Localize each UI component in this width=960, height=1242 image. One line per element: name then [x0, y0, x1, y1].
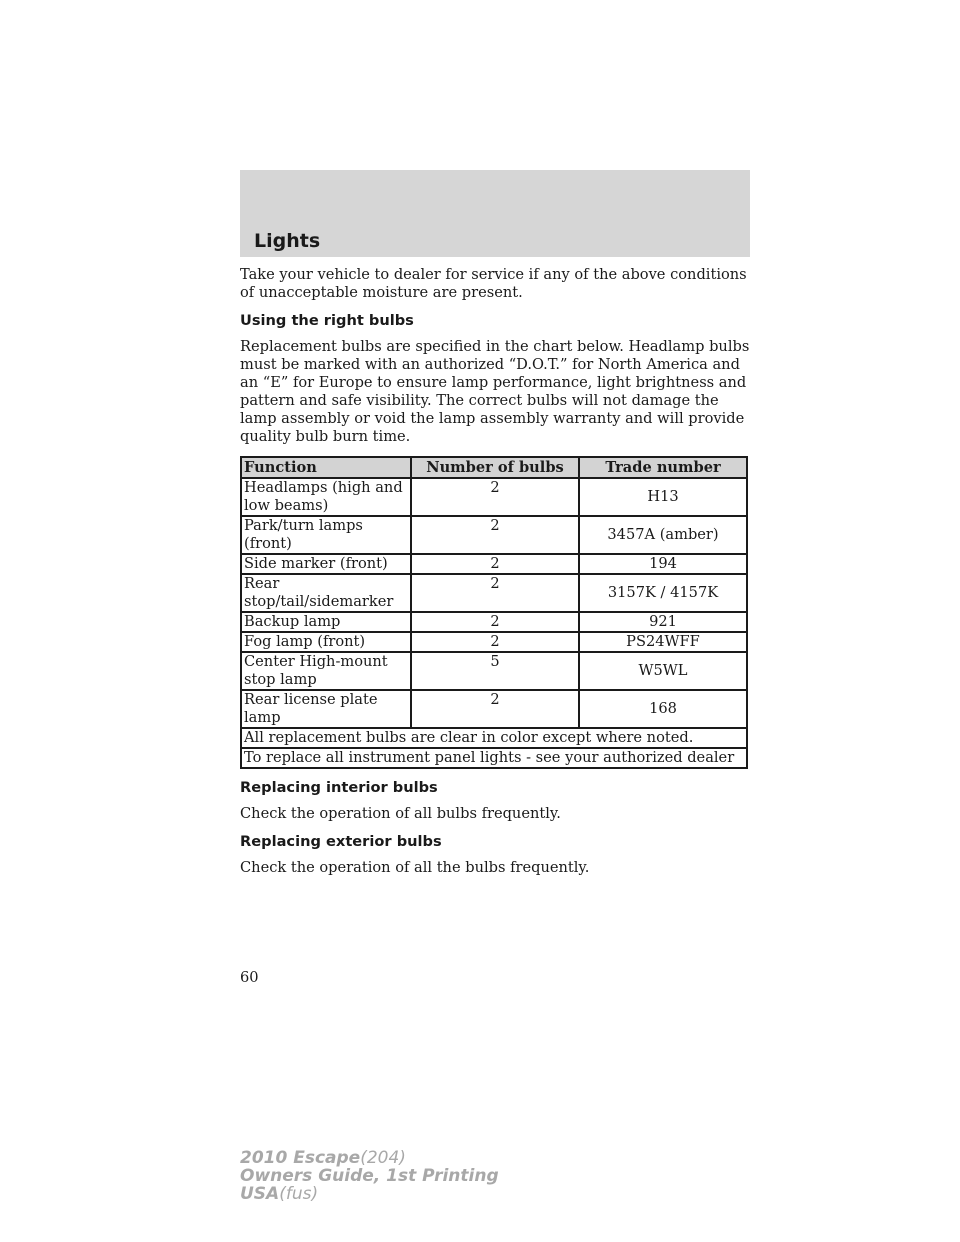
footer-line-model: [240, 1149, 499, 1167]
table-note-row: [241, 728, 747, 748]
intro-paragraph: Take your vehicle to dealer for service if any of the above conditions of unacceptable moisture are present.: [240, 266, 747, 301]
header-trade-number: Trade number: [579, 457, 747, 478]
table-row: [241, 632, 747, 652]
cell-trade: 3457A (amber): [579, 516, 747, 554]
footer-guide: Owners Guide, 1st Printing: [240, 1166, 499, 1186]
cell-function: Headlamps (high and low beams): [241, 478, 411, 516]
cell-trade: 168: [579, 690, 747, 728]
header-function: Function: [241, 457, 411, 478]
footer-model: 2010 Escape: [240, 1148, 361, 1168]
bulbs-heading: Using the right bulbs: [240, 312, 414, 329]
section-header-band: [240, 170, 750, 257]
exterior-paragraph: Check the operation of all the bulbs frequently.: [240, 859, 590, 876]
cell-function: Backup lamp: [241, 612, 411, 632]
cell-function: Rear stop/tail/sidemarker: [241, 574, 411, 612]
cell-trade: 921: [579, 612, 747, 632]
bulbs-paragraph: Replacement bulbs are specified in the chart below. Headlamp bulbs must be marked with an authorized “D.O.T.” for North America and an “E” for Europe to ensure lamp performance, light brightness and pattern and safe visibility. The correct bulbs will not damage the lamp assembly or void the lamp assembly warranty and will provide quality bulb burn time.: [240, 338, 750, 445]
table-row: [241, 478, 747, 516]
table-note: All replacement bulbs are clear in color except where noted.: [241, 728, 747, 748]
footer-line-region: [240, 1185, 499, 1203]
table-row: [241, 612, 747, 632]
cell-trade: PS24WFF: [579, 632, 747, 652]
cell-trade: 3157K / 4157K: [579, 574, 747, 612]
table-row: [241, 652, 747, 690]
cell-function: Rear license plate lamp: [241, 690, 411, 728]
table-row: [241, 574, 747, 612]
table-row: [241, 690, 747, 728]
cell-function: Park/turn lamps (front): [241, 516, 411, 554]
table-row: [241, 554, 747, 574]
footer-region-code: (fus): [279, 1184, 319, 1204]
cell-trade: W5WL: [579, 652, 747, 690]
cell-count: 2: [411, 574, 579, 612]
table-row: [241, 516, 747, 554]
table-note-row: [241, 748, 747, 768]
footer: [240, 1149, 499, 1203]
section-title: Lights: [254, 230, 321, 252]
exterior-heading: Replacing exterior bulbs: [240, 833, 442, 850]
cell-count: 2: [411, 690, 579, 728]
footer-region: USA: [240, 1184, 280, 1204]
cell-count: 2: [411, 632, 579, 652]
cell-count: 2: [411, 554, 579, 574]
bulb-table: [240, 456, 748, 769]
interior-heading: Replacing interior bulbs: [240, 779, 438, 796]
interior-paragraph: Check the operation of all bulbs frequently.: [240, 805, 561, 822]
cell-count: 5: [411, 652, 579, 690]
cell-trade: 194: [579, 554, 747, 574]
cell-trade: H13: [579, 478, 747, 516]
page-number: 60: [240, 969, 259, 986]
table-note: To replace all instrument panel lights - see your authorized dealer: [241, 748, 747, 768]
header-number-of-bulbs: Number of bulbs: [411, 457, 579, 478]
footer-model-code: (204): [360, 1148, 406, 1168]
cell-function: Center High-mount stop lamp: [241, 652, 411, 690]
table-header-row: [241, 457, 747, 478]
cell-count: 2: [411, 612, 579, 632]
cell-function: Fog lamp (front): [241, 632, 411, 652]
cell-count: 2: [411, 516, 579, 554]
cell-function: Side marker (front): [241, 554, 411, 574]
page-content: [240, 266, 750, 877]
cell-count: 2: [411, 478, 579, 516]
